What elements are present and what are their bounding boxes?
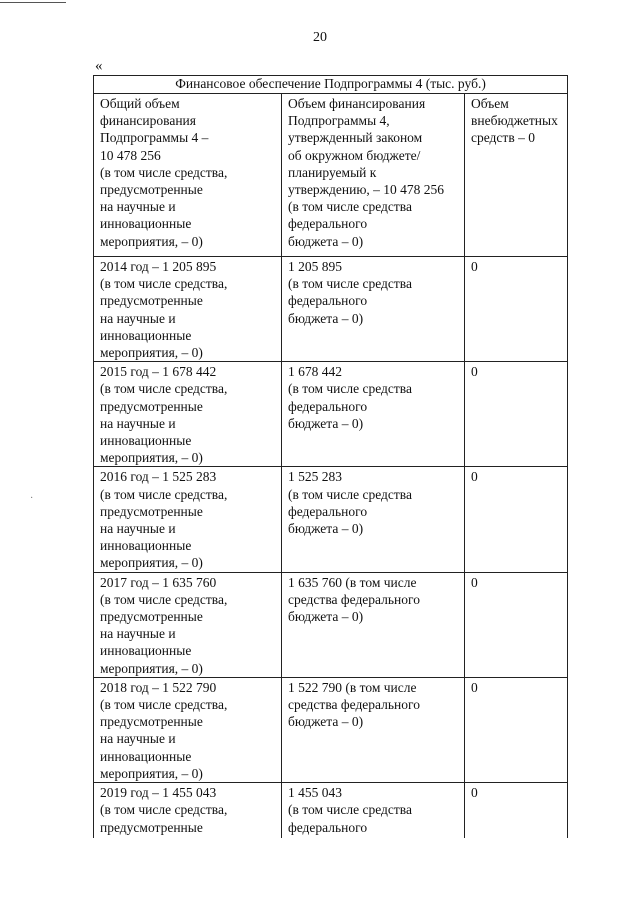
cell-total: 2019 год – 1 455 043 (в том числе средства, предусмотренные bbox=[94, 783, 282, 838]
table-row bbox=[94, 783, 568, 838]
table-caption: Финансовое обеспечение Подпрограммы 4 (тыс. руб.) bbox=[94, 76, 568, 94]
cell-approved: 1 205 895 (в том числе средства федерального бюджета – 0) bbox=[282, 257, 465, 362]
cell-total: 2015 год – 1 678 442 (в том числе средства, предусмотренные на научные и инновационные мероприятия, – 0) bbox=[94, 362, 282, 467]
cell-extrabudgetary: 0 bbox=[465, 572, 568, 677]
header-total-financing: Общий объем финансирования Подпрограммы 4 – 10 478 256 (в том числе средства, предусмотренные на научные и инновационные мероприятия, – 0) bbox=[94, 94, 282, 257]
table-caption-row bbox=[94, 76, 568, 94]
table-row bbox=[94, 362, 568, 467]
cell-extrabudgetary: 0 bbox=[465, 783, 568, 838]
table-row bbox=[94, 677, 568, 782]
table-row bbox=[94, 467, 568, 572]
top-rule bbox=[0, 2, 66, 3]
cell-extrabudgetary: 0 bbox=[465, 362, 568, 467]
cell-extrabudgetary: 0 bbox=[465, 467, 568, 572]
table-header-row bbox=[94, 94, 568, 257]
table-row bbox=[94, 572, 568, 677]
cell-total: 2018 год – 1 522 790 (в том числе средства, предусмотренные на научные и инновационные мероприятия, – 0) bbox=[94, 677, 282, 782]
cell-total: 2017 год – 1 635 760 (в том числе средства, предусмотренные на научные и инновационные мероприятия, – 0) bbox=[94, 572, 282, 677]
cell-approved: 1 522 790 (в том числе средства федерального бюджета – 0) bbox=[282, 677, 465, 782]
header-approved-financing: Объем финансирования Подпрограммы 4, утвержденный законом об окружном бюджете/ планируемый к утверждению, – 10 478 256 (в том числе средства федерального бюджета – 0) bbox=[282, 94, 465, 257]
margin-mark: · bbox=[30, 493, 34, 504]
cell-approved: 1 525 283 (в том числе средства федерального бюджета – 0) bbox=[282, 467, 465, 572]
cell-extrabudgetary: 0 bbox=[465, 677, 568, 782]
cell-approved: 1 455 043 (в том числе средства федерального bbox=[282, 783, 465, 838]
financing-table bbox=[93, 75, 568, 838]
table-row bbox=[94, 257, 568, 362]
header-extrabudgetary: Объем внебюджетных средств – 0 bbox=[465, 94, 568, 257]
cell-extrabudgetary: 0 bbox=[465, 257, 568, 362]
cell-approved: 1 678 442 (в том числе средства федерального бюджета – 0) bbox=[282, 362, 465, 467]
opening-quote-mark: « bbox=[95, 58, 103, 74]
cell-total: 2014 год – 1 205 895 (в том числе средства, предусмотренные на научные и инновационные мероприятия, – 0) bbox=[94, 257, 282, 362]
cell-approved: 1 635 760 (в том числе средства федерального бюджета – 0) bbox=[282, 572, 465, 677]
page-number: 20 bbox=[313, 30, 327, 45]
cell-total: 2016 год – 1 525 283 (в том числе средства, предусмотренные на научные и инновационные мероприятия, – 0) bbox=[94, 467, 282, 572]
